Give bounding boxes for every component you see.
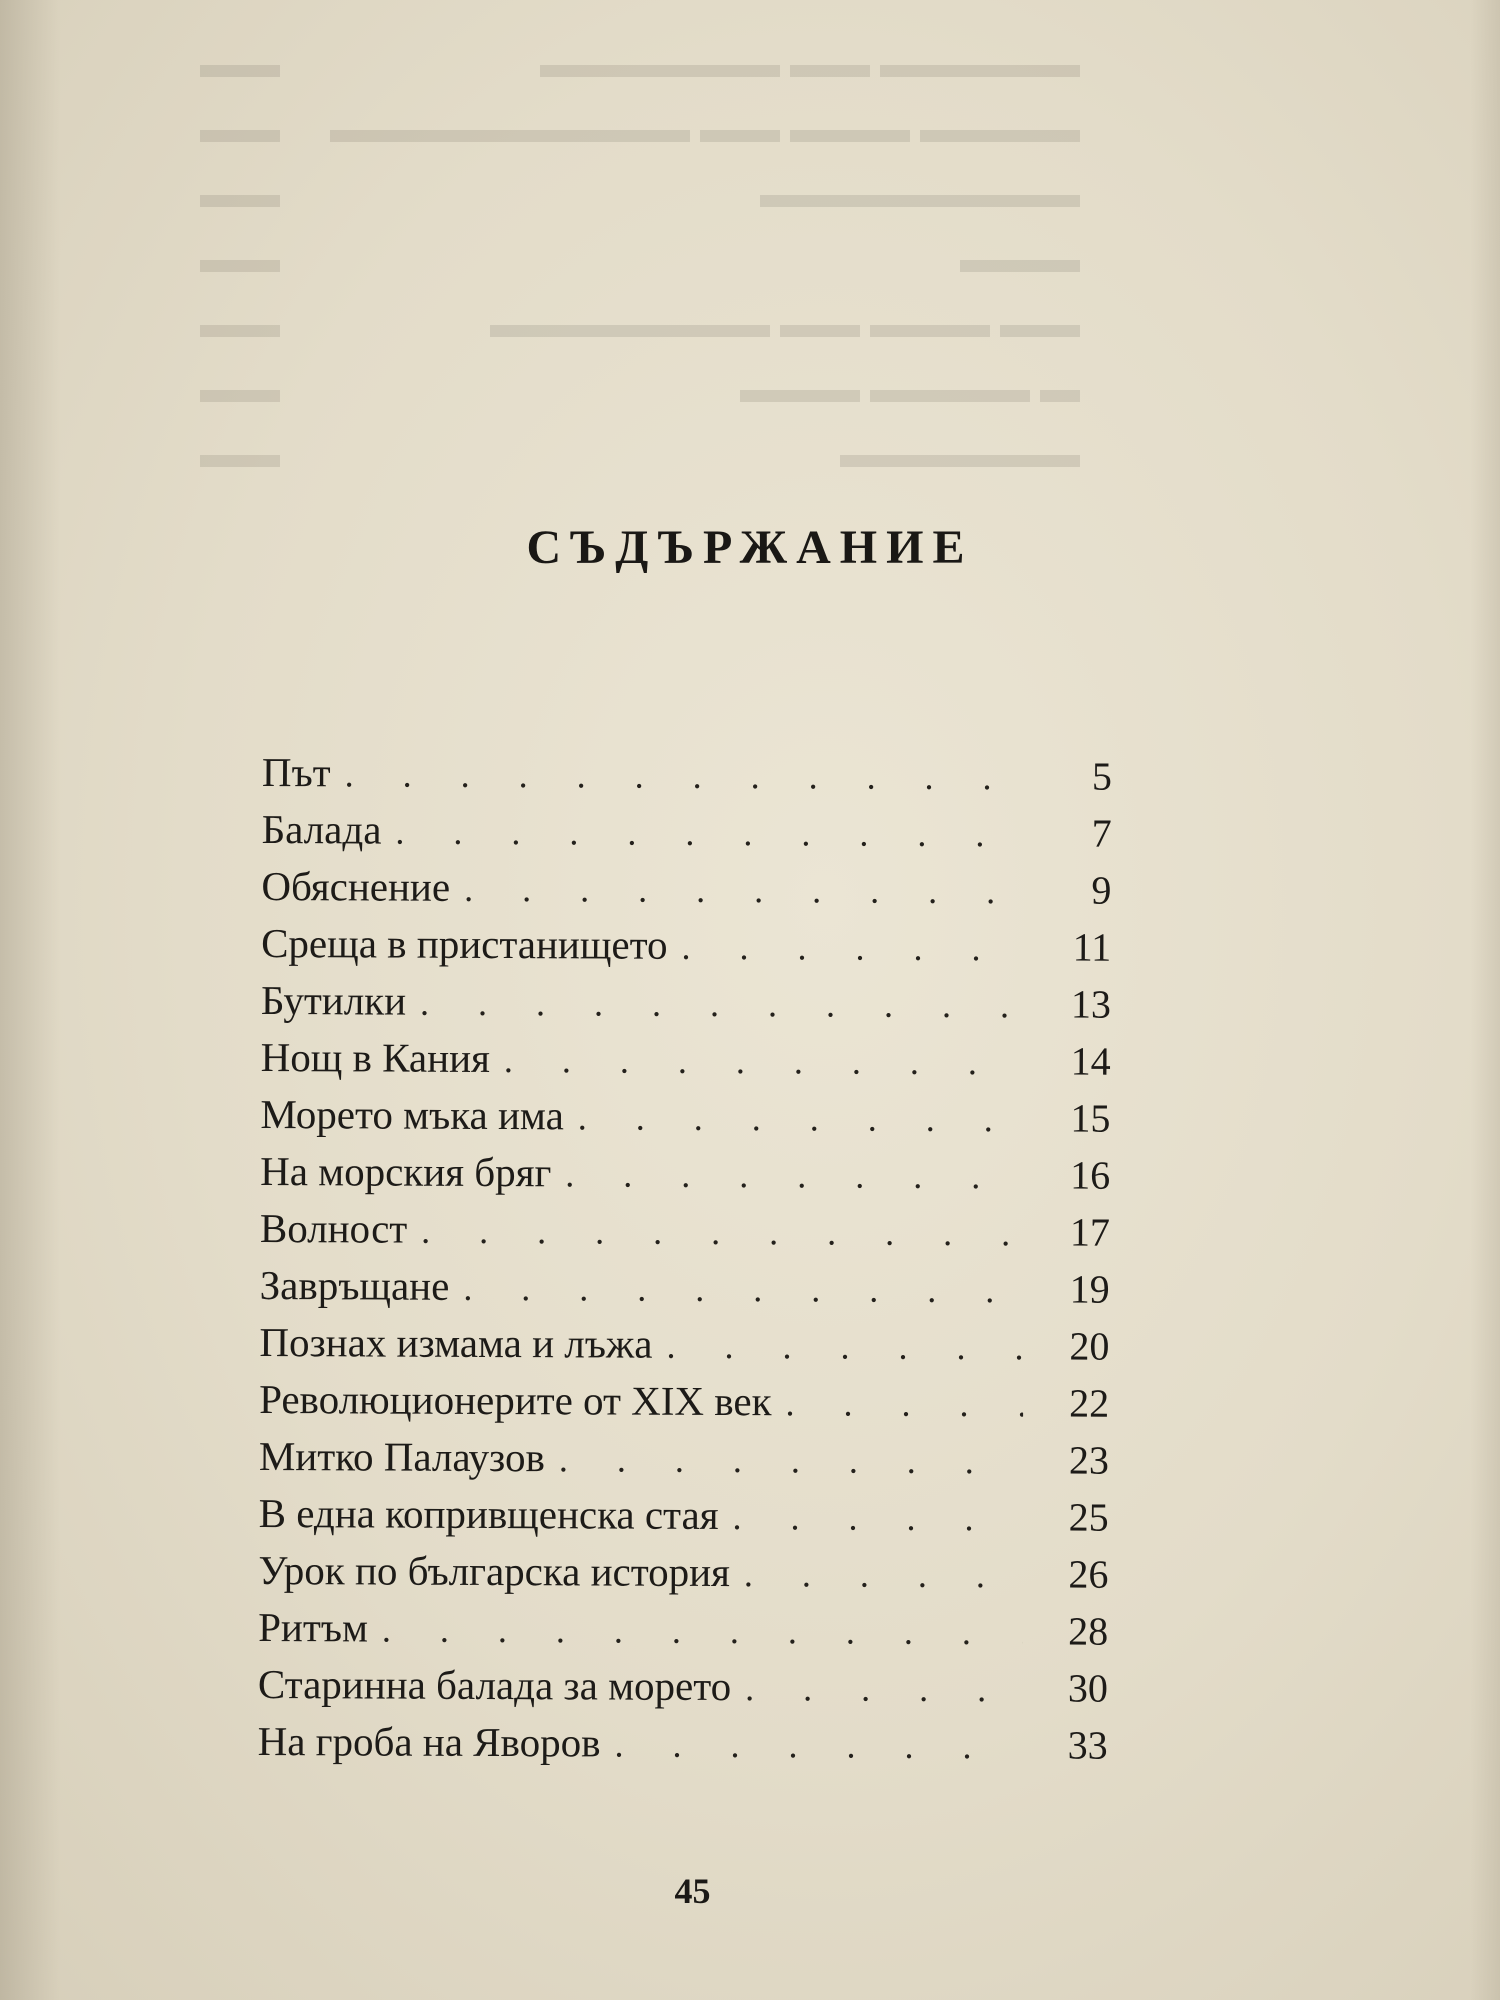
toc-entry	[262, 748, 1112, 809]
toc-entry-title: Ритъм	[258, 1603, 369, 1651]
toc-entry-page: 22	[1069, 1380, 1110, 1426]
page-title: СЪДЪРЖАНИЕ	[526, 521, 974, 574]
dot-leader	[420, 982, 1025, 1027]
toc-entry-page: 17	[1069, 1209, 1110, 1255]
toc-entry-title: Бутилки	[260, 976, 407, 1024]
toc-entry	[258, 1717, 1108, 1778]
toc-entry-title: Познах измама и лъжа	[259, 1318, 653, 1367]
toc-entry	[260, 1204, 1110, 1265]
dot-leader	[785, 1382, 1023, 1425]
toc-entry	[258, 1660, 1108, 1721]
dot-leader	[463, 1267, 1023, 1311]
bleed-through: ▬▬▬▬▬ ▬▬ ▬▬▬▬▬▬ ▬▬ ▬▬▬▬ ▬▬▬ ▬▬ ▬▬▬▬▬▬▬▬▬ ▬▬ ▬▬▬▬▬▬▬▬ ▬▬ ▬▬▬ ▬▬ ▬▬ ▬▬▬ ▬▬ ▬▬▬▬▬▬▬ ▬▬ ▬ ▬▬▬▬ ▬▬▬ ▬▬ ▬▬▬▬▬▬ ▬▬	[200, 41, 1080, 476]
toc-entry	[261, 862, 1111, 923]
dot-leader	[395, 811, 1025, 856]
toc-entry	[262, 805, 1112, 866]
dot-leader	[559, 1438, 1023, 1482]
toc-entry-page: 30	[1067, 1665, 1109, 1711]
dot-leader	[732, 1496, 1022, 1539]
toc-entry	[258, 1546, 1108, 1607]
toc-entry-page: 19	[1069, 1266, 1110, 1312]
toc-entry	[258, 1603, 1108, 1664]
toc-entry	[259, 1375, 1109, 1436]
toc-entry-title: Старинна балада за морето	[257, 1660, 732, 1710]
toc-entry	[260, 1261, 1110, 1322]
toc-entry	[259, 1318, 1109, 1379]
toc-entry-title: Волност	[259, 1204, 408, 1252]
toc-entry-title: Митко Палаузов	[258, 1432, 545, 1481]
toc-entry	[261, 976, 1111, 1037]
toc-entry-title: Път	[261, 749, 331, 796]
toc-entry-page: 7	[1091, 810, 1112, 856]
dot-leader	[421, 1210, 1024, 1255]
toc-entry-title: На морския бряг	[260, 1147, 552, 1196]
toc-entry-page: 25	[1068, 1494, 1109, 1540]
toc-entry-page: 11	[1072, 924, 1112, 970]
dot-leader	[666, 1325, 1023, 1369]
toc-entry-title: Урок по българска история	[258, 1546, 731, 1596]
toc-entry-page: 33	[1067, 1722, 1108, 1768]
dot-leader	[745, 1667, 1022, 1710]
dot-leader	[681, 926, 1025, 969]
toc-entry-page: 15	[1070, 1095, 1111, 1141]
toc-entry-page: 16	[1070, 1152, 1111, 1198]
toc-entry-page: 28	[1068, 1608, 1109, 1654]
toc-entry	[261, 1033, 1111, 1094]
dot-leader	[614, 1724, 1021, 1768]
toc-entry-page: 20	[1069, 1323, 1110, 1369]
toc-entry-title: Революционерите от XIX век	[259, 1375, 772, 1425]
toc-entry	[260, 1147, 1110, 1208]
toc-entry	[261, 919, 1111, 980]
dot-leader	[464, 868, 1025, 912]
dot-leader	[565, 1153, 1024, 1197]
toc-entry-title: Обяснение	[261, 862, 451, 910]
toc-entry-page: 13	[1070, 981, 1111, 1027]
dot-leader	[345, 753, 1026, 798]
dot-leader	[382, 1609, 1022, 1654]
toc-entry-page: 14	[1070, 1038, 1111, 1084]
toc-entry-title: На гроба на Яворов	[257, 1717, 601, 1766]
page-number: 45	[674, 1871, 711, 1911]
toc-entry-page: 5	[1091, 753, 1112, 799]
toc-entry-page: 23	[1068, 1437, 1109, 1483]
toc-entry-title: Морето мъка има	[260, 1090, 564, 1139]
toc-entry-title: В една копривщенска стая	[258, 1489, 719, 1538]
toc-entry-title: Нощ в Кания	[260, 1033, 491, 1081]
dot-leader	[744, 1553, 1023, 1596]
table-of-contents	[258, 748, 1112, 1778]
dot-leader	[578, 1096, 1025, 1140]
toc-entry-page: 26	[1068, 1551, 1109, 1597]
toc-entry-title: Завръщане	[259, 1261, 450, 1309]
dot-leader	[504, 1039, 1025, 1083]
toc-entry-page: 9	[1091, 867, 1112, 913]
toc-entry	[260, 1090, 1110, 1151]
toc-entry	[259, 1432, 1109, 1493]
toc-entry	[259, 1489, 1109, 1550]
toc-entry-title: Балада	[261, 805, 382, 853]
toc-entry-title: Среща в пристанището	[261, 919, 668, 968]
